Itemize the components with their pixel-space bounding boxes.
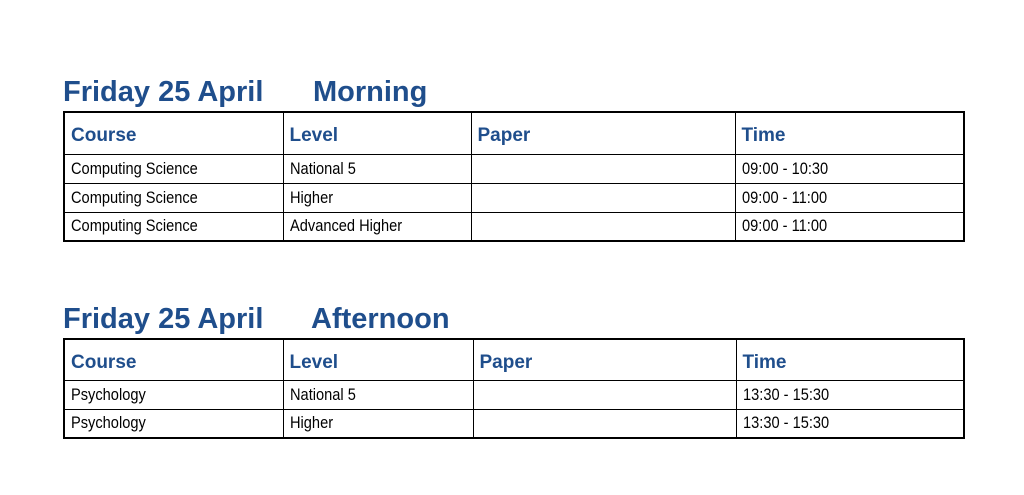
level-cell: National 5 [283, 380, 473, 409]
level-cell: Higher [283, 409, 473, 438]
morning-heading [63, 76, 428, 108]
morning-day-label: Friday 25 April [63, 76, 264, 108]
paper-cell [473, 380, 736, 409]
column-header-paper: Paper [471, 112, 735, 154]
time-cell: 13:30 - 15:30 [736, 380, 964, 409]
table-row [64, 154, 964, 183]
column-header-course: Course [64, 112, 283, 154]
afternoon-session-label: Afternoon [311, 303, 450, 335]
column-header-time: Time [735, 112, 964, 154]
course-cell: Computing Science [64, 154, 283, 183]
column-header-level: Level [283, 112, 471, 154]
paper-cell [471, 212, 735, 241]
column-header-time: Time [736, 339, 964, 380]
course-cell: Psychology [64, 409, 283, 438]
level-cell: Higher [283, 183, 471, 212]
table-header-row [64, 339, 964, 380]
course-cell: Computing Science [64, 183, 283, 212]
level-cell: Advanced Higher [283, 212, 471, 241]
table-header-row [64, 112, 964, 154]
table-row [64, 212, 964, 241]
table-row [64, 409, 964, 438]
afternoon-exam-table [63, 338, 965, 439]
time-cell: 09:00 - 11:00 [735, 183, 964, 212]
table-row [64, 183, 964, 212]
paper-cell [473, 409, 736, 438]
level-cell: National 5 [283, 154, 471, 183]
column-header-level: Level [283, 339, 473, 380]
column-header-course: Course [64, 339, 283, 380]
course-cell: Computing Science [64, 212, 283, 241]
morning-session-label: Morning [313, 76, 428, 108]
afternoon-heading [63, 303, 450, 335]
paper-cell [471, 154, 735, 183]
table-row [64, 380, 964, 409]
course-cell: Psychology [64, 380, 283, 409]
time-cell: 09:00 - 10:30 [735, 154, 964, 183]
paper-cell [471, 183, 735, 212]
time-cell: 09:00 - 11:00 [735, 212, 964, 241]
column-header-paper: Paper [473, 339, 736, 380]
afternoon-day-label: Friday 25 April [63, 303, 264, 335]
time-cell: 13:30 - 15:30 [736, 409, 964, 438]
morning-exam-table [63, 111, 965, 242]
